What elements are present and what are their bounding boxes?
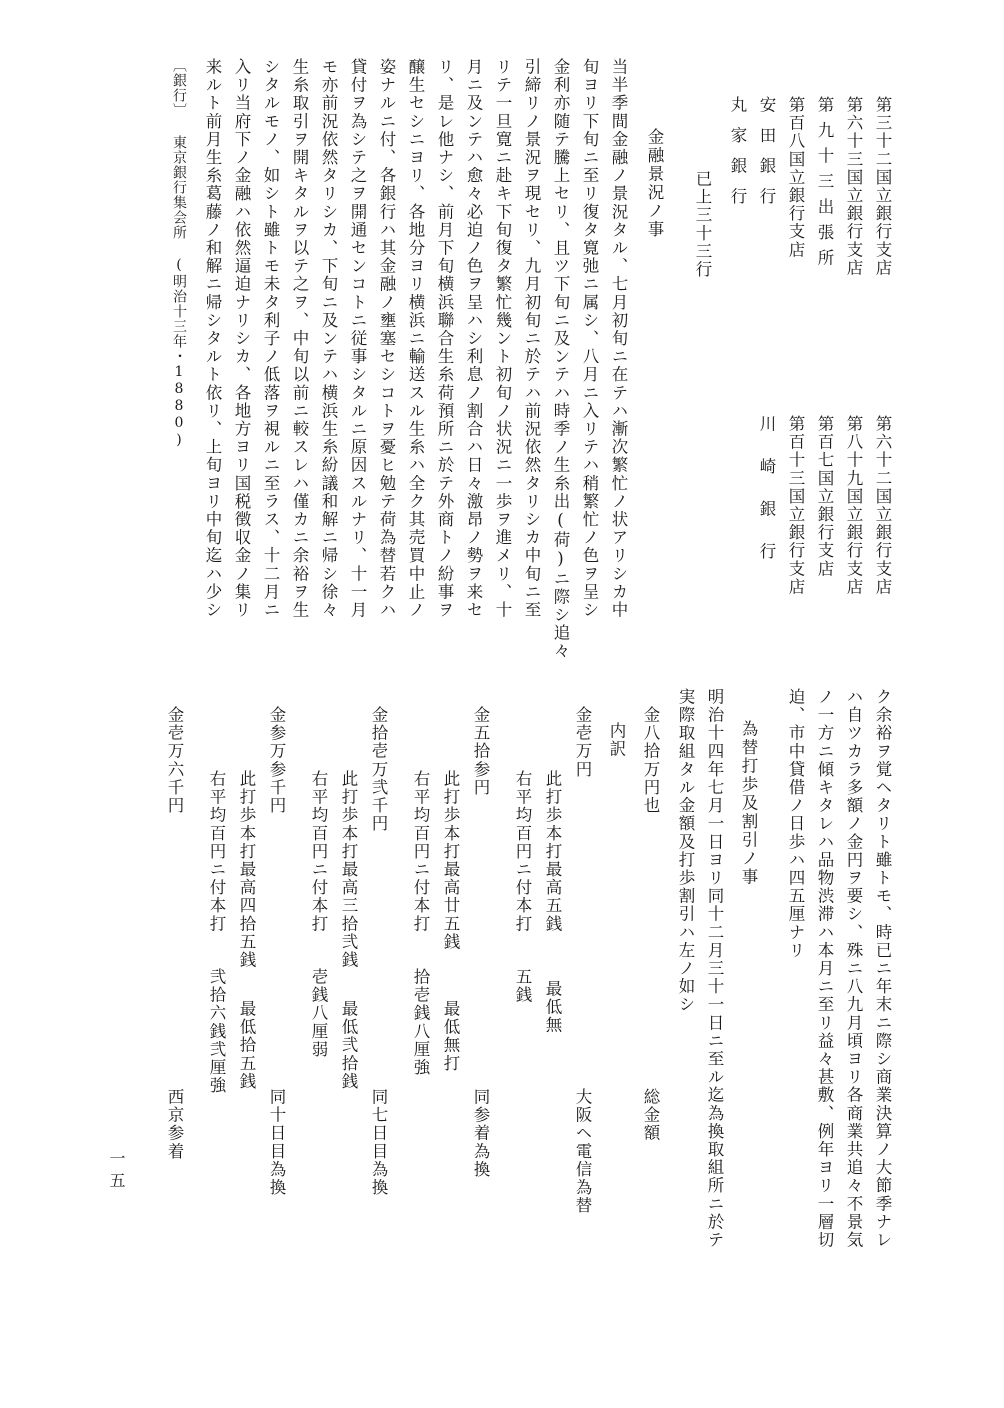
item-rate-low: 最低無打 <box>441 1000 460 1073</box>
bank-name: 川崎銀行 <box>757 415 776 585</box>
item-rate-low: 最低弐拾銭 <box>339 1000 358 1091</box>
bank-name: 丸家銀行 <box>728 96 747 218</box>
bank-name: 第三十二国立銀行支店 <box>873 96 892 277</box>
body-line: 当半季間金融ノ景況タル、七月初旬ニ在テハ漸次繁忙ノ状アリシカ中 <box>609 58 628 620</box>
bank-name: 第百七国立銀行支店 <box>815 415 834 578</box>
body-line: 月ニ及ンテハ愈々必迫ノ色ヲ呈ハシ利息ノ割合ハ日々激昂ノ勢ヲ来セ <box>464 58 483 620</box>
body-line: 引締リノ景況ヲ現セリ、九月初旬ニ於テハ前況依然タリシカ中旬ニ至 <box>522 58 541 620</box>
item-amount: 金壱万円 <box>573 706 592 779</box>
item-rate-avg: 右平均百円ニ付本打 <box>513 770 532 933</box>
page-number: 一五 <box>107 1150 126 1194</box>
item-note: 同十日目為換 <box>267 1088 286 1197</box>
body-line: 旬ヨリ下旬ニ至リ復タ寛弛ニ属シ、八月ニ入リテハ稍繁忙ノ色ヲ呈シ <box>580 58 599 620</box>
item-rate: 此打歩本打最高四拾五銭 <box>237 770 256 970</box>
item-rate-avg-value: 壱銭八厘弱 <box>309 968 328 1059</box>
page-footer: 〔銀行〕 東京銀行集会所 (明治十三年・1880) <box>171 58 187 449</box>
body-line: 貸付ヲ為シテ之ヲ開通センコトニ従事シタルニ原因スルナリ、十一月 <box>348 58 367 620</box>
body-line: 入リ当府下ノ金融ハ依然逼迫ナリシカ、各地方ヨリ国税徴収金ノ集リ <box>232 58 251 620</box>
section-title: 金融景況ノ事 <box>645 128 664 239</box>
body-line: ハ自ツカラ多額ノ金円ヲ要シ、殊ニ八九月頃ヨリ各商業共追々不景気 <box>844 688 863 1250</box>
body-line: 迫、市中貸借ノ日歩ハ四五厘ナリ <box>786 688 805 960</box>
item-rate-avg-value: 拾壱銭八厘強 <box>411 968 430 1077</box>
item-note: 同参着為換 <box>471 1088 490 1179</box>
body-line: 姿ナルニ付、各銀行ハ其金融ノ壅塞セシコトヲ憂ヒ勉テ荷為替若クハ <box>377 58 396 620</box>
breakdown-label: 内訳 <box>607 722 626 759</box>
bank-name: 第八十九国立銀行支店 <box>844 415 863 596</box>
bank-name: 安田銀行 <box>757 96 776 218</box>
item-rate-avg-value: 弐拾六銭弐厘強 <box>207 968 226 1095</box>
bank-count-total: 已上三十三行 <box>693 170 712 279</box>
body-line: リテ一旦寛ニ赴キ下旬復タ繁忙幾ント初旬ノ状況ニ一歩ヲ進メリ、十 <box>493 58 512 620</box>
bank-name: 第六十二国立銀行支店 <box>873 415 892 596</box>
item-rate-low: 最低拾五銭 <box>237 1000 256 1091</box>
item-note: 西京参着 <box>165 1088 184 1161</box>
body-line: 金利亦随テ騰上セリ、且ツ下旬ニ及ンテハ時季ノ生糸出(荷)ニ際シ追々 <box>551 58 570 661</box>
bank-name: 第百八国立銀行支店 <box>786 96 805 259</box>
body-line: シタルモノ、如シト雖トモ未タ利子ノ低落ヲ視ルニ至ラス、十二月ニ <box>261 58 280 620</box>
total-label: 総金額 <box>641 1088 660 1143</box>
intro-line: 実際取組タル金額及打歩割引ハ左ノ如シ <box>676 688 695 1014</box>
item-note: 大阪ヘ電信為替 <box>573 1088 592 1215</box>
body-line: 醸生セシニヨリ、各地分ヨリ横浜ニ輸送スル生糸ハ全ク其売買中止ノ <box>406 58 425 620</box>
body-line: 来ルト前月生糸葛藤ノ和解ニ帰シタルト依リ、上旬ヨリ中旬迄ハ少シ <box>203 58 222 620</box>
item-note: 同七日目為換 <box>369 1088 388 1197</box>
item-amount: 金参万参千円 <box>267 706 286 815</box>
body-line: 生糸取引ヲ開キタルヲ以テ之ヲ、中旬以前ニ較スレハ僅カニ余裕ヲ生 <box>290 58 309 620</box>
section-title: 為替打歩及割引ノ事 <box>739 720 758 887</box>
intro-line: 明治十四年七月一日ヨリ同十二月三十一日ニ至ル迄為換取組所ニ於テ <box>705 688 724 1250</box>
body-line: ク余裕ヲ覚ヘタリト雖トモ、時已ニ年末ニ際シ商業決算ノ大節季ナレ <box>873 688 892 1250</box>
item-rate: 此打歩本打最高廿五銭 <box>441 770 460 951</box>
item-rate-low: 最低無 <box>543 980 562 1035</box>
item-rate: 此打歩本打最高五銭 <box>543 770 562 933</box>
bank-name: 第九十三出張所 <box>815 96 834 275</box>
body-line: ノ一方ニ傾キタレハ品物渋滞ハ本月ニ至リ益々甚敷、例年ヨリ一層切 <box>815 688 834 1250</box>
total-amount: 金八拾万円也 <box>641 706 660 815</box>
body-line: リ、是レ他ナシ、前月下旬横浜聯合生糸荷預所ニ於テ外商トノ紛事ヲ <box>435 58 454 620</box>
item-amount: 金拾壱万弐千円 <box>369 706 388 833</box>
item-rate-avg: 右平均百円ニ付本打 <box>309 770 328 933</box>
body-line: モ亦前況依然タリシカ、下旬ニ及ンテハ横浜生糸紛議和解ニ帰シ徐々 <box>319 58 338 620</box>
item-amount: 金壱万六千円 <box>165 706 184 815</box>
item-rate-avg: 右平均百円ニ付本打 <box>207 770 226 933</box>
bank-name: 第六十三国立銀行支店 <box>844 96 863 277</box>
bank-name: 第百十三国立銀行支店 <box>786 415 805 596</box>
item-rate-avg: 右平均百円ニ付本打 <box>411 770 430 933</box>
item-rate: 此打歩本打最高三拾弐銭 <box>339 770 358 970</box>
item-amount: 金五拾参円 <box>471 706 490 797</box>
item-rate-avg-value: 五銭 <box>513 968 532 1005</box>
